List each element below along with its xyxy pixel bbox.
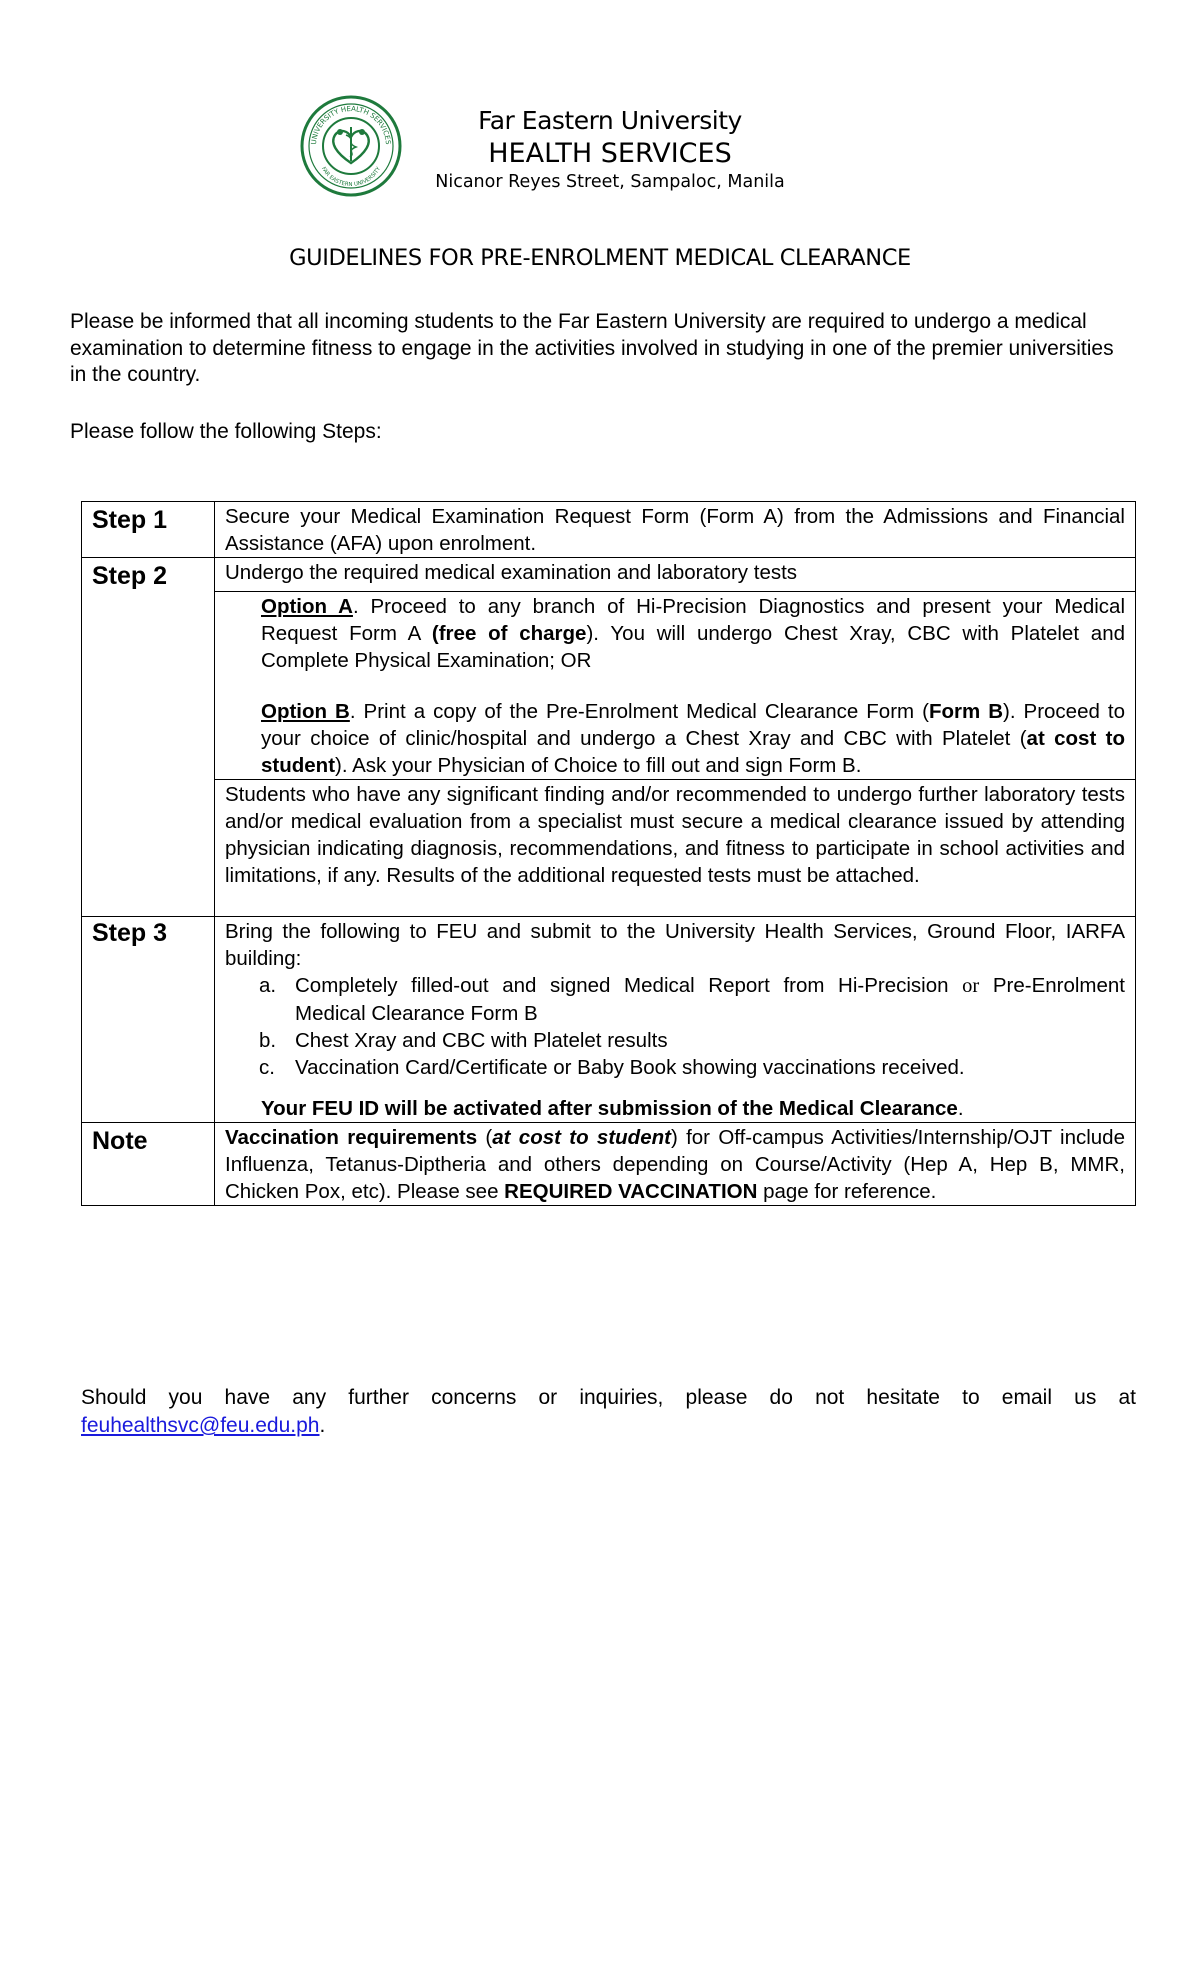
step-1-text: Secure your Medical Examination Request Form (Form A) from the Admissions and Financial Assistance (AFA) upon enrolment. — [215, 502, 1136, 558]
step-2-row — [82, 558, 1136, 592]
office-address: Nicanor Reyes Street, Sampaloc, Manila — [435, 172, 785, 192]
step-3-label: Step 3 — [82, 916, 215, 1122]
note-text: Vaccination requirements (at cost to student) for Off-campus Activities/Internship/OJT include Influenza, Tetanus-Diptheria and others depending on Course/Activity (Hep A, Hep B, MMR, Chicken Pox, etc). Please see REQUIRED VACCINATION page for reference. — [215, 1122, 1136, 1205]
step-2-findings: Students who have any significant finding and/or recommended to undergo further laboratory tests and/or medical evaluation from a specialist must secure a medical clearance issued by attending physician indicating diagnosis, recommendations, and fitness to participate in school activities and limitations, if any. Results of the additional requested tests must be attached. — [215, 779, 1136, 916]
step-1-row — [82, 502, 1136, 558]
step-2-text: Undergo the required medical examination and laboratory tests — [215, 558, 1136, 592]
step-2-options — [215, 591, 1136, 779]
requirements-list — [225, 972, 1125, 1081]
step-1-label: Step 1 — [82, 502, 215, 558]
step-3-text: Bring the following to FEU and submit to the University Health Services, Ground Floor, IARFA building: — [225, 919, 1125, 970]
closing-paragraph: Should you have any further concerns or inquiries, please do not hesitate to email us at — [81, 1386, 1136, 1409]
list-item: b. Chest Xray and CBC with Platelet results — [259, 1028, 668, 1052]
option-b-label: Option B — [261, 699, 350, 723]
intro-paragraph: Please be informed that all incoming students to the Far Eastern University are required to undergo a medical examination to determine fitness to engage in the activities involved in studying in one of the premier universities in the country. — [70, 310, 1114, 386]
list-item: a. Completely filled-out and signed Medical Report from Hi-Precision or Pre-Enrolment Medical Clearance Form B — [259, 973, 1125, 1025]
option-a: Option A. Proceed to any branch of Hi-Precision Diagnostics and present your Medical Request Form A (free of charge). You will undergo Chest Xray, CBC with Platelet and Complete Physical Examination; OR — [261, 594, 1126, 672]
step-3-content — [215, 916, 1136, 1122]
university-health-services-logo — [300, 95, 402, 197]
step-2-label: Step 2 — [82, 558, 215, 592]
note-row — [82, 1122, 1136, 1205]
office-name: HEALTH SERVICES — [488, 138, 732, 169]
step-3-row — [82, 916, 1136, 1122]
list-item: c. Vaccination Card/Certificate or Baby Book showing vaccinations received. — [259, 1055, 965, 1079]
option-a-label: Option A — [261, 594, 353, 618]
svg-text:FAR EASTERN UNIVERSITY: FAR EASTERN UNIVERSITY — [319, 166, 383, 189]
steps-table — [81, 501, 1136, 1206]
step-2-findings-row — [82, 779, 1136, 916]
svg-text:UNIVERSITY HEALTH SERVICES: UNIVERSITY HEALTH SERVICES — [309, 104, 393, 145]
follow-steps-label: Please follow the following Steps: — [70, 420, 382, 443]
contact-email-link[interactable]: feuhealthsvc@feu.edu.ph — [81, 1414, 320, 1437]
note-label: Note — [82, 1122, 215, 1205]
option-b: Option B. Print a copy of the Pre-Enrolment Medical Clearance Form (Form B). Proceed to your choice of clinic/hospital and undergo a Chest Xray and CBC with Platelet (at cost to student). Ask your Physician of Choice to fill out and sign Form B. — [261, 699, 1125, 777]
id-activation-notice: Your FEU ID will be activated after submission of the Medical Clearance. — [261, 1096, 964, 1120]
closing-email-line: feuhealthsvc@feu.edu.ph. — [81, 1414, 326, 1437]
document-title: GUIDELINES FOR PRE-ENROLMENT MEDICAL CLEARANCE — [289, 245, 911, 271]
step-2-options-row — [82, 591, 1136, 779]
university-name: Far Eastern University — [478, 106, 742, 135]
